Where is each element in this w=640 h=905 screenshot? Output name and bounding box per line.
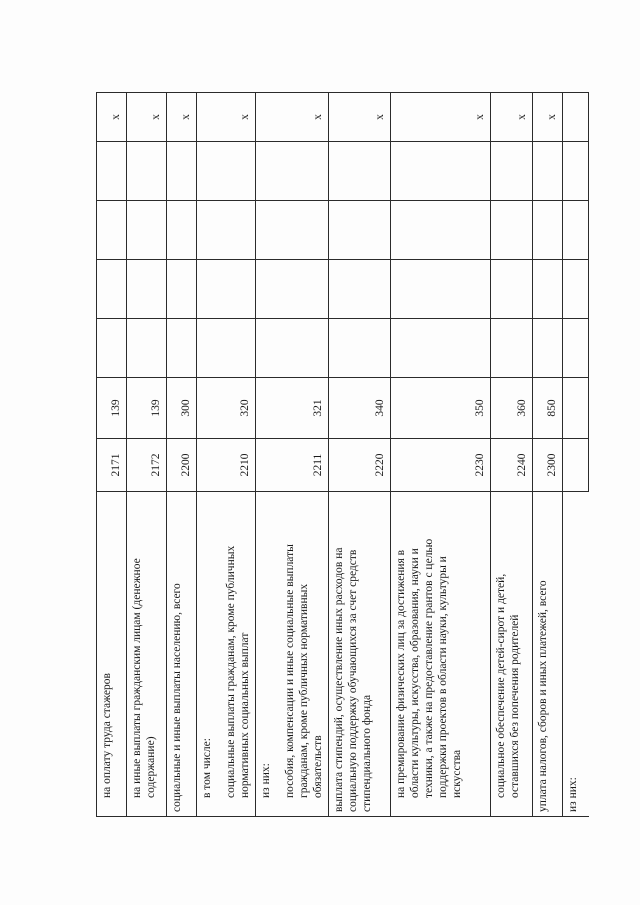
kosgu-code: 300 [167, 378, 197, 439]
empty-cell [127, 142, 167, 201]
not-applicable-mark: x [167, 93, 197, 142]
empty-cell [197, 260, 256, 319]
description-line: содержание) [145, 736, 157, 798]
empty-cell [329, 319, 391, 378]
row-code: 2210 [197, 439, 256, 492]
empty-cell [167, 319, 197, 378]
empty-cell [197, 319, 256, 378]
description-line: уплата налогов, сборов и иных платежей, всего [537, 580, 549, 812]
not-applicable-mark: x [127, 93, 167, 142]
table-row [491, 93, 533, 817]
description-line: обязательств [312, 735, 324, 798]
empty-cell [167, 260, 197, 319]
table-row [127, 93, 167, 817]
row-code [563, 439, 589, 492]
empty-cell [97, 142, 127, 201]
empty-cell [563, 260, 589, 319]
row-description [256, 492, 329, 817]
kosgu-code: 320 [197, 378, 256, 439]
empty-cell [563, 319, 589, 378]
empty-cell [167, 201, 197, 260]
table-row [167, 93, 197, 817]
empty-cell [329, 260, 391, 319]
empty-cell [329, 142, 391, 201]
empty-cell [256, 201, 329, 260]
kosgu-code [563, 378, 589, 439]
table-body [97, 93, 589, 817]
expenditure-table [96, 92, 589, 817]
empty-cell [533, 260, 563, 319]
empty-cell [391, 142, 491, 201]
empty-cell [391, 201, 491, 260]
empty-cell [491, 142, 533, 201]
row-description [97, 492, 127, 817]
empty-cell [491, 201, 533, 260]
row-code: 2211 [256, 439, 329, 492]
description-line: социальное обеспечение детей-сирот и детей, [495, 573, 507, 798]
empty-cell [197, 142, 256, 201]
empty-cell [256, 142, 329, 201]
row-code: 2230 [391, 439, 491, 492]
kosgu-code: 340 [329, 378, 391, 439]
description-line: на премирование физических лиц за достижения в [395, 549, 407, 798]
not-applicable-mark: x [256, 93, 329, 142]
description-line: гражданам, кроме публичных нормативных [298, 583, 310, 798]
row-code: 2200 [167, 439, 197, 492]
description-line: техники, а также на предоставление грантов с целью [423, 538, 435, 798]
description-line: стипендиального фонда [361, 694, 373, 812]
empty-cell [127, 260, 167, 319]
not-applicable-mark: x [391, 93, 491, 142]
table-row [256, 93, 329, 817]
description-line: нормативных социальных выплат [239, 632, 251, 798]
row-description [491, 492, 533, 817]
group-label: из них: [260, 763, 272, 798]
table-row [533, 93, 563, 817]
kosgu-code: 360 [491, 378, 533, 439]
table-row [197, 93, 256, 817]
group-label: в том числе: [201, 738, 213, 798]
table-row [563, 93, 589, 817]
kosgu-code: 850 [533, 378, 563, 439]
row-description [391, 492, 491, 817]
empty-cell [329, 201, 391, 260]
not-applicable-mark: x [533, 93, 563, 142]
empty-cell [97, 201, 127, 260]
empty-cell [127, 201, 167, 260]
empty-cell [391, 260, 491, 319]
not-applicable-mark: x [97, 93, 127, 142]
row-description [329, 492, 391, 817]
empty-cell [491, 260, 533, 319]
row-description [533, 492, 563, 817]
description-line: социальные и иные выплаты населению, всего [171, 583, 183, 812]
kosgu-code: 321 [256, 378, 329, 439]
empty-cell [256, 260, 329, 319]
kosgu-code: 139 [127, 378, 167, 439]
row-description [127, 492, 167, 817]
empty-cell [533, 319, 563, 378]
empty-cell [97, 319, 127, 378]
not-applicable-mark: x [329, 93, 391, 142]
empty-cell [197, 201, 256, 260]
table-row [97, 93, 127, 817]
description-line: на иные выплаты гражданским лицам (денежное [131, 558, 143, 798]
row-code: 2171 [97, 439, 127, 492]
description-line: социальные выплаты гражданам, кроме публичных [225, 545, 237, 798]
not-applicable-mark: x [197, 93, 256, 142]
description-line: пособия, компенсации и иные социальные выплаты [284, 544, 296, 798]
row-code: 2172 [127, 439, 167, 492]
row-code: 2240 [491, 439, 533, 492]
empty-cell [391, 319, 491, 378]
row-code: 2220 [329, 439, 391, 492]
table-row [329, 93, 391, 817]
empty-cell [533, 201, 563, 260]
description-line: на оплату труда стажеров [101, 673, 113, 798]
empty-cell [167, 142, 197, 201]
description-line: выплата стипендий, осуществление иных расходов на [333, 547, 345, 812]
row-description [167, 492, 197, 817]
row-description [197, 492, 256, 817]
empty-cell [563, 201, 589, 260]
empty-cell [127, 319, 167, 378]
description-line: области культуры, искусства, образования, науки и [409, 548, 421, 798]
description-line: социальную поддержку обучающихся за счет средств [347, 549, 359, 812]
empty-cell [533, 142, 563, 201]
row-code: 2300 [533, 439, 563, 492]
empty-cell [256, 319, 329, 378]
row-description [563, 492, 589, 817]
kosgu-code: 139 [97, 378, 127, 439]
not-applicable-mark: x [491, 93, 533, 142]
description-line: оставшихся без попечения родителей [509, 614, 521, 798]
not-applicable-mark [563, 93, 589, 142]
empty-cell [563, 142, 589, 201]
description-line: из них: [567, 777, 579, 812]
empty-cell [97, 260, 127, 319]
kosgu-code: 350 [391, 378, 491, 439]
table-row [391, 93, 491, 817]
description-line: поддержки проектов в области науки, культуры и [437, 556, 449, 798]
empty-cell [491, 319, 533, 378]
description-line: искусства [451, 749, 463, 798]
